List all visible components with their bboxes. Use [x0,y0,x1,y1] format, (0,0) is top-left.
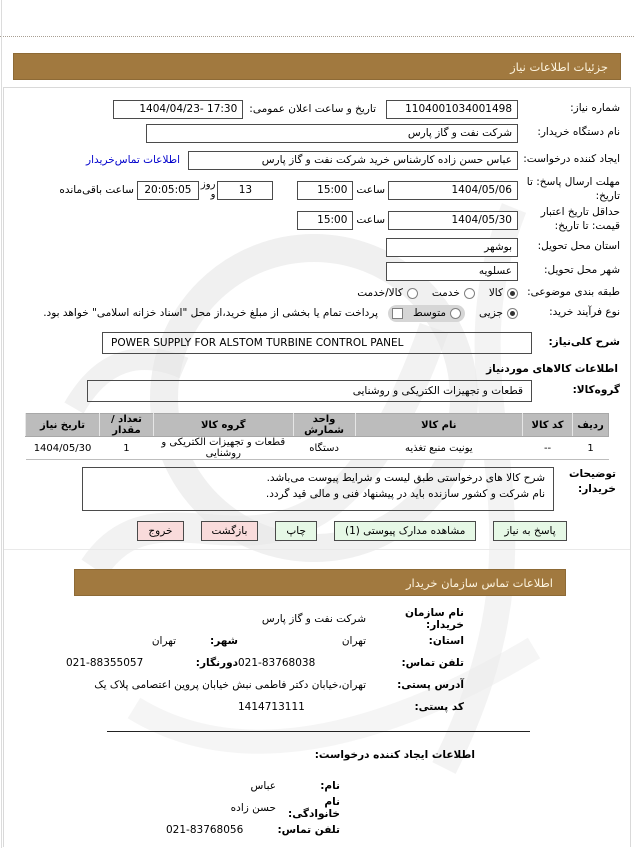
contact-postal-label: کد پستی: [414,701,464,713]
remaining-hours-label: ساعت باقی‌مانده [59,184,134,196]
creator-last-name-row [4,797,630,819]
buyer-org-field[interactable]: شرکت نفت و گاز پارس [146,124,518,143]
buyer-org-label: نام دستگاه خریدار: [537,126,620,139]
treasury-checkbox-label: پرداخت تمام یا بخشی از مبلغ خرید،از محل "اسناد خزانه اسلامی" خواهد بود. [43,307,379,319]
col-unit: واحد شمارش [293,414,355,437]
buyer-notes-line1: شرح کالا های درخواستی طبق لیست و شرایط پیوست می‌باشد. [266,472,545,484]
col-group: گروه کالا [153,414,293,437]
radio-goods-label: کالا [488,287,503,299]
contact-phone-label: تلفن تماس: [401,657,464,669]
buyer-notes-row [4,467,616,511]
page-left-border [1,0,2,848]
panel-content [4,97,630,841]
validity-hour-label: ساعت [356,214,385,226]
section-separator [4,549,630,550]
remaining-time-field: 20:05:05 [137,181,199,200]
request-creator-field[interactable]: عباس حسن زاده کارشناس خرید شرکت نفت و گاز پارس [188,151,518,170]
contact-province-value: تهران [341,635,366,647]
radio-goods[interactable] [507,288,518,299]
announce-field[interactable]: 1404/04/23- 17:30 [113,100,243,119]
request-creator-label: ایجاد کننده درخواست: [523,153,620,166]
goods-group-row [12,379,620,403]
print-button[interactable]: چاپ [275,521,317,541]
price-validity-label: حداقل تاریخ اعتبار قیمت: تا تاریخ: [540,206,620,232]
radio-medium-label: متوسط [413,307,447,319]
contact-postal-row [4,696,630,718]
days-and-label: روز و [200,178,216,200]
goods-group-label: گروه‌کالا: [572,384,620,397]
main-panel [3,87,631,847]
response-deadline-label: مهلت ارسال پاسخ: تا تاریخ: [526,176,620,202]
creator-phone-value: 021-83768056 [166,824,244,836]
top-dotted-divider [0,0,634,37]
cell-code: -- [523,437,573,460]
buyer-org-row [12,121,620,145]
respond-to-need-button[interactable]: پاسخ به نیاز [493,521,566,541]
contact-address-row [4,674,630,696]
treasury-checkbox[interactable] [392,308,403,319]
creator-phone-row [4,819,630,841]
contact-province-city-row [4,630,630,652]
buyer-notes-label: توضیحات خریدار: [568,468,616,495]
creator-first-name-label: نام: [320,780,340,792]
general-description-row [12,331,620,355]
contact-postal-value: 1414713111 [238,701,305,713]
radio-service[interactable] [464,288,475,299]
contact-org-row [4,608,630,630]
creator-first-name-row [4,775,630,797]
remaining-days-field: 13 [217,181,273,200]
contact-address-label: آدرس پستی: [397,679,464,691]
cell-row: 1 [573,437,609,460]
goods-table-header-row [26,414,609,437]
radio-minor-label: جزیی [479,307,503,319]
contact-section [4,608,630,718]
radio-minor[interactable] [507,308,518,319]
col-qty: تعداد / مقدار [100,414,154,437]
col-need-date: تاریخ نیاز [26,414,100,437]
contact-province-label: استان: [428,635,464,647]
contact-org-value: شرکت نفت و گاز پارس [261,613,366,625]
details-section-title: جزئیات اطلاعات نیاز [510,59,608,74]
deadline-hour-label: ساعت [356,184,385,196]
cell-unit: دستگاه [293,437,355,460]
delivery-province-label: استان محل تحویل: [537,240,620,253]
col-row: ردیف [573,414,609,437]
creator-last-name-label: نام خانوادگی: [288,796,340,820]
delivery-city-row [12,259,620,283]
contact-org-label: نام سازمان خریدار: [405,607,464,631]
price-validity-row [12,205,620,235]
goods-table-row[interactable] [26,437,609,460]
goods-table [25,413,609,460]
details-section-header [13,53,621,80]
contact-city-value: تهران [151,635,176,647]
contact-fax-value: 021-88355057 [66,657,144,669]
cell-qty: 1 [100,437,154,460]
request-creator-row [12,145,620,175]
exit-button[interactable]: خروج [137,521,183,541]
medium-option-pill [388,305,465,322]
general-description-label: شرح کلی‌نیاز: [548,336,620,349]
buyer-notes-field[interactable] [82,467,554,511]
validity-time-field[interactable]: 15:00 [297,211,353,230]
need-number-field[interactable]: 1104001034001498 [386,100,518,119]
cell-name: یونیت منبع تغذیه [355,437,523,460]
classification-label: طبقه بندی موضوعی: [527,286,620,299]
delivery-city-field[interactable]: عسلویه [386,262,518,281]
radio-goods-service[interactable] [407,288,418,299]
view-attachments-button[interactable]: مشاهده مدارک پیوستی (1) [334,521,476,541]
contact-address-value: تهران،خیابان دکتر فاطمی نبش خیابان پروین اعتصامی پلاک یک [94,679,366,691]
delivery-city-label: شهر محل تحویل: [544,264,620,277]
back-button[interactable]: بازگشت [201,521,259,541]
deadline-date-field[interactable]: 1404/05/06 [388,181,518,200]
delivery-province-field[interactable]: بوشهر [386,238,518,257]
creator-info-heading: اطلاعات ایجاد کننده درخواست: [314,749,475,761]
process-type-row [12,303,620,323]
classification-row [12,283,620,303]
contact-section-title: اطلاعات تماس سازمان خریدار [405,575,553,590]
process-type-label: نوع فرآیند خرید: [549,306,620,319]
contact-city-label: شهر: [210,635,238,647]
general-description-field[interactable]: POWER SUPPLY FOR ALSTOM TURBINE CONTROL PANEL [102,332,532,354]
announce-label: تاریخ و ساعت اعلان عمومی: [249,103,376,115]
buyer-notes-line2: نام شرکت و کشور سازنده باید در پیشنهاد فنی و مالی قید گردد. [265,488,545,501]
creator-last-name-value: حسن زاده [230,802,276,814]
response-deadline-row [12,175,620,205]
contact-divider [107,731,530,732]
cell-need-date: 1404/05/30 [26,437,100,460]
radio-service-label: خدمت [431,287,460,299]
buyer-contact-link[interactable]: اطلاعات تماس‌خریدار [86,154,180,166]
goods-group-field[interactable]: قطعات و تجهیزات الکتریکی و روشنایی [87,380,532,402]
radio-medium[interactable] [450,308,461,319]
goods-info-heading: اطلاعات کالاهای موردنیاز [486,363,618,375]
need-number-row [12,97,620,121]
delivery-province-row [12,235,620,259]
creator-phone-label: تلفن تماس: [277,824,340,836]
creator-info-section [4,749,630,841]
radio-goods-service-label: کالا/خدمت [357,287,403,299]
action-buttons [4,521,630,541]
validity-date-field[interactable]: 1404/05/30 [388,211,518,230]
contact-phone-value: 021-83768038 [238,657,316,669]
creator-first-name-value: عباس [250,780,276,792]
deadline-time-field[interactable]: 15:00 [297,181,353,200]
need-number-label: شماره نیاز: [570,102,620,115]
cell-group: قطعات و تجهیزات الکتریکی و روشنایی [153,437,293,460]
contact-fax-label: دورنگار: [195,657,238,669]
col-code: کد کالا [523,414,573,437]
contact-section-header [74,569,566,596]
contact-phone-fax-row [4,652,630,674]
col-name: نام کالا [355,414,523,437]
